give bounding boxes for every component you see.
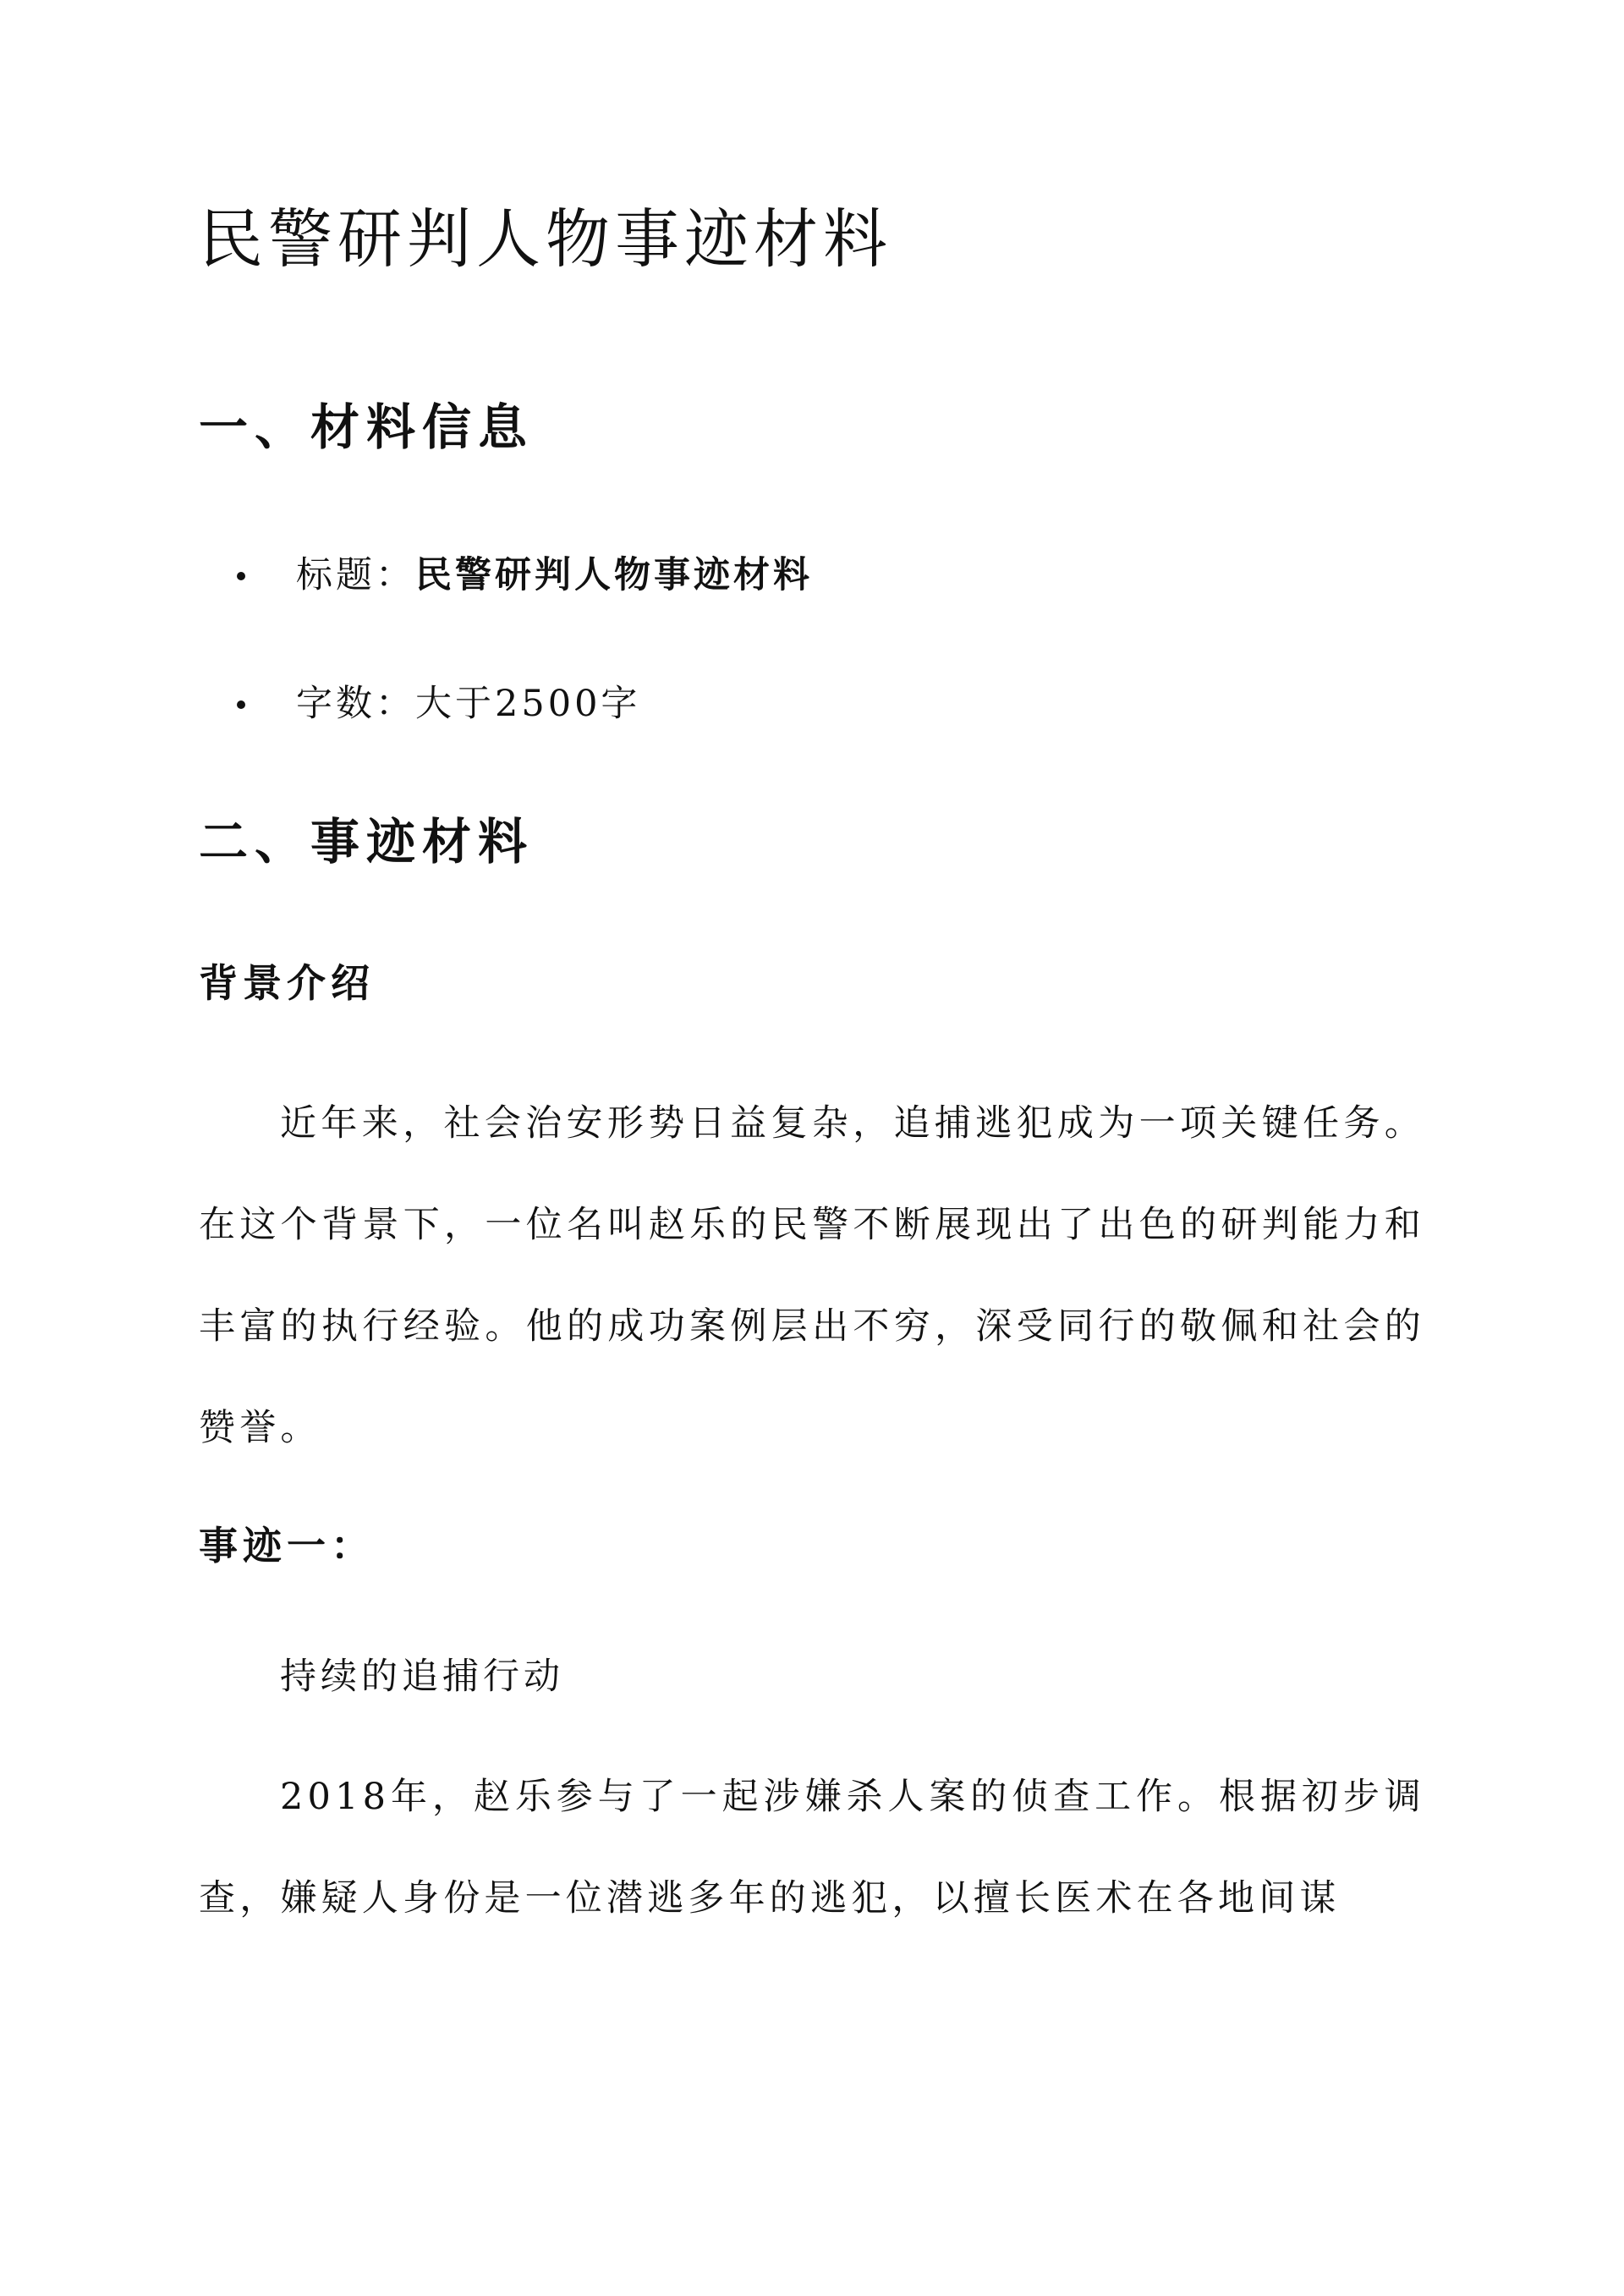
story-one-paragraph: 2018年，赵乐参与了一起涉嫌杀人案的侦查工作。根据初步调查，嫌疑人身份是一位潜逃多年的逃犯，以擅长医术在各地间谋 <box>199 1776 1425 1920</box>
bullet-icon <box>237 572 245 580</box>
info-item-word-count <box>245 678 640 729</box>
info-label-title: 标题： <box>296 554 415 596</box>
info-value-word-count: 大于2500字 <box>415 683 641 725</box>
section-heading-material-info: 一、材料信息 <box>199 398 535 456</box>
document-title: 民警研判人物事迹材料 <box>199 201 892 277</box>
info-value-title: 民警研判人物事迹材料 <box>415 554 813 596</box>
info-label-word-count: 字数： <box>296 683 415 725</box>
story-one-subtitle: 持续的追捕行动 <box>280 1656 564 1698</box>
background-heading: 背景介绍 <box>199 960 375 1006</box>
story-one-heading: 事迹一： <box>199 1523 375 1568</box>
background-paragraph: 近年来，社会治安形势日益复杂，追捕逃犯成为一项关键任务。在这个背景下，一位名叫赵乐的民警不断展现出了出色的研判能力和丰富的执行经验。他的成功案例层出不穷，深受同行的敬佩和社会的赞誉。 <box>199 1102 1425 1449</box>
info-item-title <box>245 550 813 601</box>
section-heading-story-material: 二、事迹材料 <box>199 813 535 871</box>
bullet-icon <box>237 700 245 709</box>
